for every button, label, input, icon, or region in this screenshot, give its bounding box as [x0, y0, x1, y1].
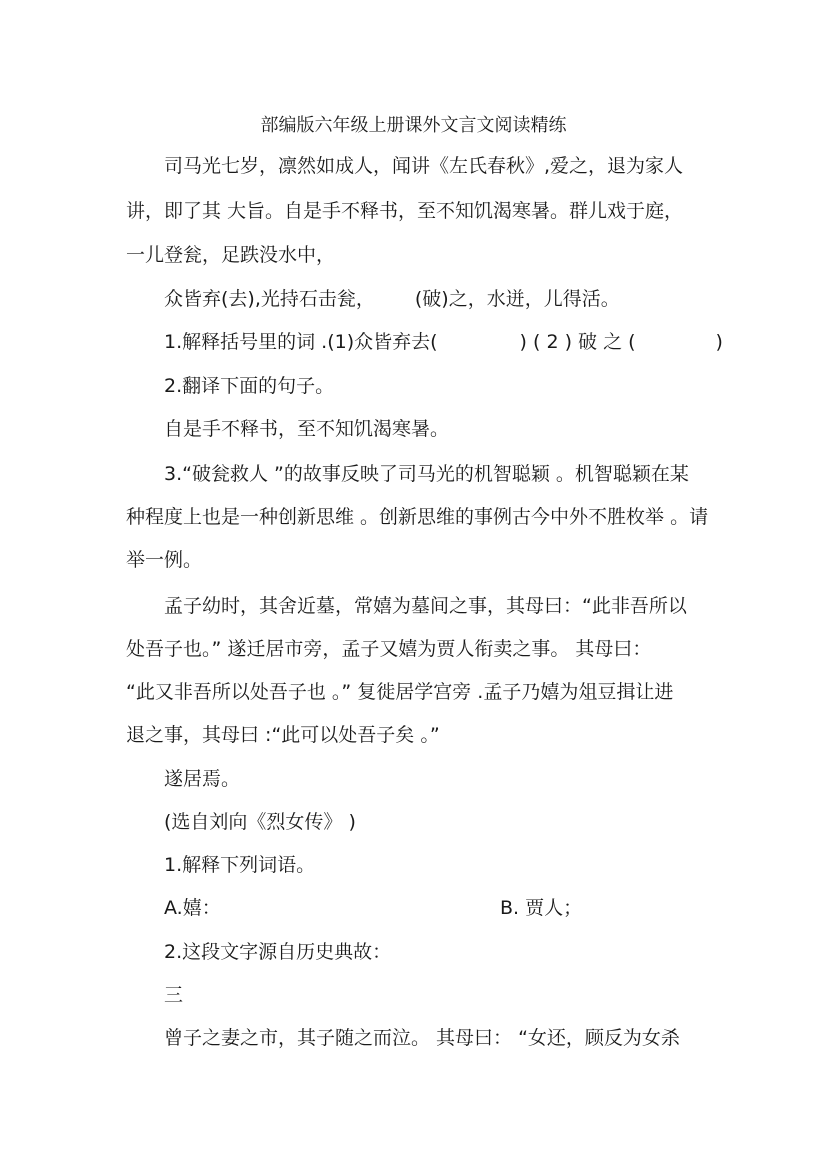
- question3-line3: 举一例。: [126, 549, 203, 571]
- exercise2-title: 2.这段文字源自历史典故：: [164, 941, 392, 963]
- passage1-line4-part1: 众皆弃(去),光持石击瓮，: [164, 288, 375, 310]
- question1-part2: ) ( 2 ) 破 之 (: [519, 331, 636, 353]
- question1-line: [164, 330, 723, 354]
- passage2-line3: “此又非吾所以处吾子也 。” 复徙居学宫旁 .孟子乃嬉为俎豆揖让进: [126, 681, 674, 703]
- passage3-line1: 曾子之妻之市，其子随之而泣。 其母曰： “女还，顾反为女杀: [164, 1027, 680, 1049]
- passage2-line2: 处吾子也。” 遂迁居市旁，孟子又嬉为贾人衔卖之事。 其母曰：: [126, 638, 652, 660]
- question1-part3: ): [715, 331, 723, 353]
- document-title: 部编版六年级上册课外文言文阅读精练: [260, 115, 567, 136]
- question3-line1: 3.“破瓮救人 ”的故事反映了司马光的机智聪颖 。机智聪颖在某: [164, 463, 689, 485]
- question3-line2: 种程度上也是一种创新思维 。创新思维的事例古今中外不胜枚举 。请: [126, 506, 709, 528]
- exercise1-title: 1.解释下列词语。: [164, 854, 316, 876]
- exercise1-item-b: B. 贾人；: [500, 897, 583, 919]
- passage2-line4: 退之事，其母曰 :“此可以处吾子矣 。”: [126, 724, 440, 746]
- passage2-line5: 遂居焉。: [164, 768, 241, 790]
- passage1-line4: [164, 287, 620, 311]
- question2-sentence: 自是手不释书，至不知饥渴寒暑。: [164, 418, 450, 440]
- passage1-line2: 讲，即了其 大旨。自是手不释书，至不知饥渴寒暑。群儿戏于庭，: [126, 200, 684, 222]
- passage1-line1: 司马光七岁，凛然如成人，闻讲《左氏春秋》,爱之，退为家人: [164, 155, 684, 177]
- exercise1-item-a: A.嬉：: [164, 897, 221, 919]
- source-citation: (选自刘向《烈女传》 ): [164, 811, 356, 833]
- passage1-line4-part2: (破)之，水迸，儿得活。: [414, 288, 620, 310]
- passage1-line3: 一儿登瓮，足跌没水中，: [126, 244, 336, 266]
- question2: 2.翻译下面的句子。: [164, 375, 335, 397]
- question1-part1: 1.解释括号里的词 .(1)众皆弃去(: [164, 331, 438, 353]
- section-three-heading: 三: [164, 984, 184, 1006]
- passage2-line1: 孟子幼时，其舍近墓，常嬉为墓间之事，其母曰：“此非吾所以: [164, 595, 687, 617]
